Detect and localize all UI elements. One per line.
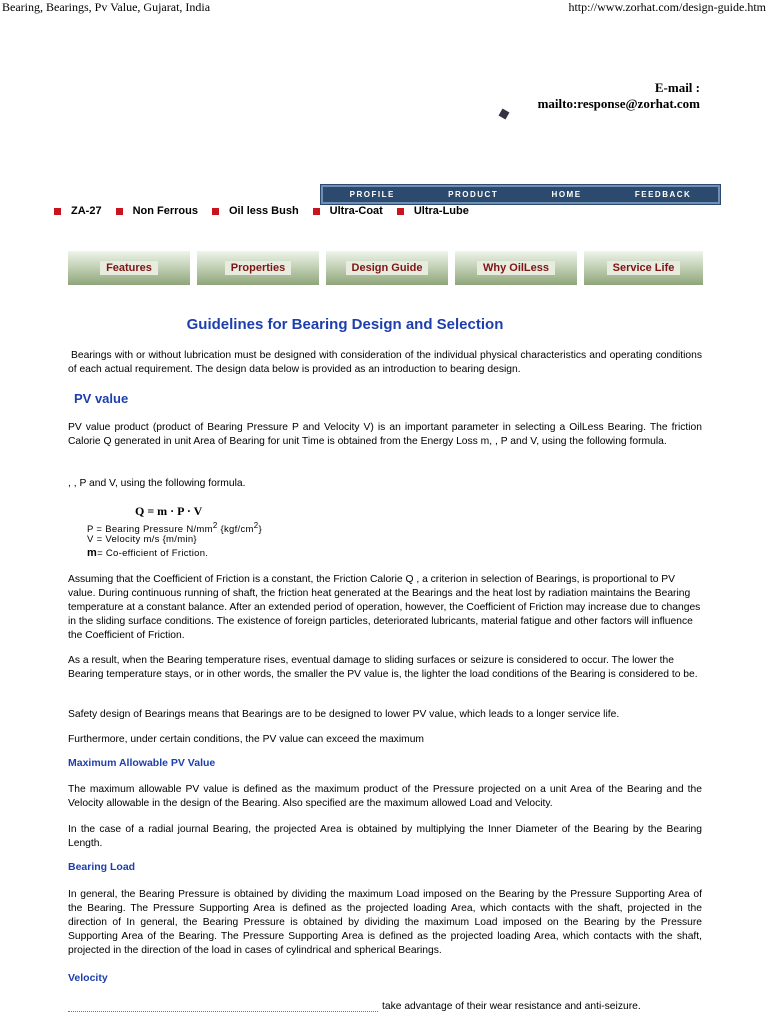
- red-square-icon: [212, 208, 219, 215]
- definition-pressure-unit: {kgf/cm: [220, 524, 254, 536]
- bearing-load-heading: Bearing Load: [68, 861, 136, 873]
- definition-pressure-unit-exp: 2: [253, 521, 259, 530]
- definition-pressure-text: P = Bearing Pressure N/mm: [87, 524, 213, 536]
- tab-properties-label: Properties: [225, 261, 291, 275]
- product-nav: [54, 205, 483, 217]
- temperature-paragraph: As a result, when the Bearing temperature rises, eventual damage to sliding surfaces or seizure is considered to occur. The lower the Bearing temperature stays, or in other words, the smaller the PV value is, the lighter the load conditions of the Bearing is considered to be.: [68, 655, 698, 680]
- safety-paragraph: Safety design of Bearings means that Bearings are to be designed to lower PV value, which leads to a longer service life.: [68, 709, 620, 720]
- max-pv-heading: Maximum Allowable PV Value: [68, 757, 216, 769]
- nav-feedback[interactable]: FEEDBACK: [634, 190, 692, 199]
- product-link-ultra-lube[interactable]: Ultra-Lube: [413, 205, 469, 217]
- definition-friction-symbol: m: [87, 547, 98, 559]
- email-link[interactable]: mailto:response@zorhat.com: [537, 96, 700, 111]
- tab-why-oilless-label: Why OilLess: [477, 261, 555, 275]
- tab-design-guide-label: Design Guide: [346, 261, 429, 275]
- nav-product[interactable]: PRODUCT: [448, 190, 499, 199]
- tab-features-label: Features: [100, 261, 158, 275]
- email-label: E-mail :: [654, 80, 700, 95]
- red-square-icon: [313, 208, 320, 215]
- bullet-icon: [499, 109, 510, 120]
- radial-bearing-paragraph: In the case of a radial journal Bearing, the projected Area is obtained by multiplying the Inner Diameter of the Bearing by the Bearing Length.: [68, 824, 702, 849]
- red-square-icon: [397, 208, 404, 215]
- top-nav: [321, 185, 720, 204]
- max-pv-paragraph: The maximum allowable PV value is defined as the maximum product of the Pressure projected on a unit Area of the Bearing and the Velocity allowable in the design of the Bearing. Also specified are the maximum allowed Load and Velocity.: [68, 784, 702, 809]
- tab-service-life[interactable]: [584, 251, 703, 285]
- page-title: Guidelines for Bearing Design and Selection: [186, 316, 504, 333]
- pv-value-paragraph: PV value product (product of Bearing Pressure P and Velocity V) is an important parameter in selecting a OilLess Bearing. The friction Calorie Q generated in unit Area of Bearing for unit Time is obtained from the Energy Loss m, , P and V, using the following formula.: [68, 422, 702, 447]
- tab-service-life-label: Service Life: [607, 261, 681, 275]
- bearing-load-paragraph: In general, the Bearing Pressure is obtained by dividing the maximum Load imposed on the Bearing by the Pressure Supporting Area of the Bearing. The Pressure Supporting Area is defined as the projected loading Area, which contacts with the shaft, projected in the direction of In general, the Bearing Pressure is obtained by dividing the maximum Load imposed on the Bearing by the Pressure Supporting Area of the Bearing. The Pressure Supporting Area is defined as the projected loading Area, which contacts with the shaft, projected in the direction of the load in cases of cylindrical and spherical Bearings.: [68, 889, 702, 956]
- product-link-oil-less-bush[interactable]: Oil less Bush: [228, 205, 299, 217]
- product-link-non-ferrous[interactable]: Non Ferrous: [132, 205, 198, 217]
- friction-formula: Q = m · P · V: [135, 504, 203, 518]
- velocity-paragraph-fragment: take advantage of their wear resistance and anti-seizure.: [382, 1001, 641, 1012]
- pv-value-heading: PV value: [74, 391, 129, 406]
- tab-properties[interactable]: [197, 251, 319, 285]
- definition-velocity: V = Velocity m/s {m/min}: [87, 534, 197, 545]
- page-header-url: http://www.zorhat.com/design-guide.htm: [568, 0, 766, 14]
- definition-pressure-exp: 2: [212, 521, 218, 530]
- intro-paragraph: Bearings with or without lubrication must be designed with consideration of the individual physical characteristics and operating conditions of each actual requirement. The design data below is provided as an introduction to bearing design.: [68, 350, 702, 375]
- nav-profile[interactable]: PROFILE: [349, 190, 395, 199]
- velocity-heading: Velocity: [68, 972, 108, 984]
- definition-friction: [87, 547, 208, 560]
- pv-formula-intro: , , P and V, using the following formula.: [68, 478, 246, 489]
- maximum-paragraph: Furthermore, under certain conditions, the PV value can exceed the maximum: [68, 734, 424, 745]
- product-link-za27[interactable]: ZA-27: [71, 205, 102, 217]
- page-header-title: Bearing, Bearings, Pv Value, Gujarat, India: [2, 0, 211, 14]
- definition-pressure-close: }: [258, 524, 262, 536]
- tab-features[interactable]: [68, 251, 190, 285]
- red-square-icon: [116, 208, 123, 215]
- definition-friction-text: = Co-efficient of Friction.: [97, 548, 209, 559]
- friction-paragraph: Assuming that the Coefficient of Friction is a constant, the Friction Calorie Q , a criterion in selection of Bearings, is proportional to PV value. During continuous running of shaft, the friction heat generated at the Bearings and the heat lost by radiation maintains the Bearing temperature at a constant balance. After an extended period of operation, however, the Coefficient of Friction may increase due to changes in the sliding surface conditions. The existence of foreign particles, deteriorated lubricants, material fatigue and other factors will influence the Coefficient of Friction.: [68, 574, 701, 641]
- tab-design-guide[interactable]: [326, 251, 448, 285]
- red-square-icon: [54, 208, 61, 215]
- tab-why-oilless[interactable]: [455, 251, 577, 285]
- product-link-ultra-coat[interactable]: Ultra-Coat: [329, 205, 383, 217]
- nav-home[interactable]: HOME: [551, 190, 582, 199]
- dotted-line: [68, 1011, 378, 1012]
